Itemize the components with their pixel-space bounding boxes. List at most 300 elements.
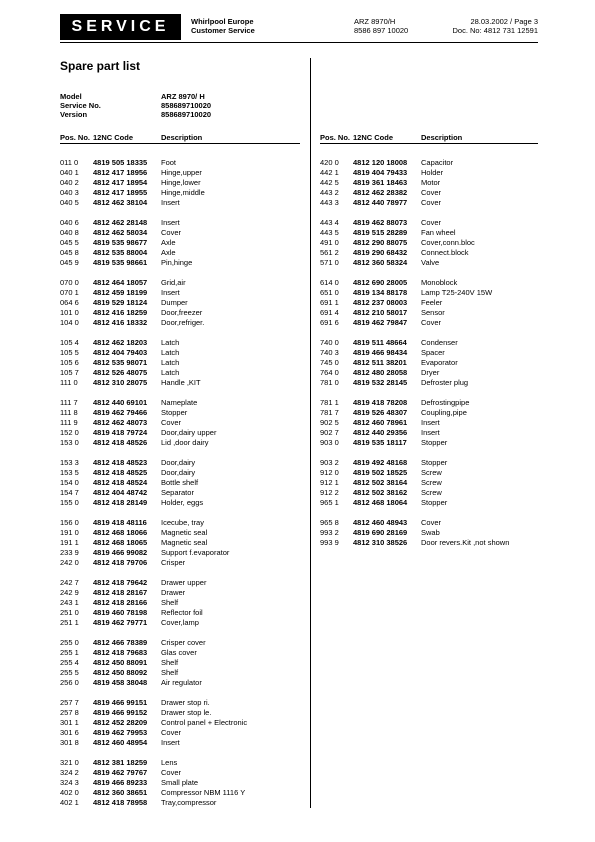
- part-description: Defrostingpipe: [421, 398, 470, 407]
- pos-no: 255 4: [60, 658, 79, 667]
- pos-no: 420 0: [320, 158, 339, 167]
- table-row: [320, 178, 538, 188]
- pos-no: 243 1: [60, 598, 79, 607]
- table-row: [320, 358, 538, 368]
- part-description: Evaporator: [421, 358, 458, 367]
- part-description: Magnetic seal: [161, 538, 208, 547]
- part-code: 4812 404 48742: [93, 488, 148, 497]
- part-description: Motor: [421, 178, 441, 187]
- group-spacer: [60, 448, 300, 458]
- part-description: Coupling,pipe: [421, 408, 467, 417]
- part-description: Cover: [421, 188, 442, 197]
- table-row: [60, 598, 300, 608]
- pos-no: 691 1: [320, 298, 339, 307]
- pos-no: 105 7: [60, 368, 79, 377]
- pos-no: 443 3: [320, 198, 339, 207]
- part-code: 4812 310 38526: [353, 538, 408, 547]
- pos-no: 764 0: [320, 368, 339, 377]
- part-code: 4812 440 29356: [353, 428, 408, 437]
- part-description: Insert: [421, 418, 440, 427]
- part-code: 4812 464 18057: [93, 278, 148, 287]
- pos-no: 965 1: [320, 498, 339, 507]
- part-code: 4812 210 58017: [353, 308, 408, 317]
- part-code: 4812 418 48525: [93, 468, 148, 477]
- group-spacer: [60, 208, 300, 218]
- table-row: [60, 488, 300, 498]
- part-code: 4812 462 38104: [93, 198, 148, 207]
- table-header: [320, 133, 538, 143]
- part-code: 4812 460 78961: [353, 418, 408, 427]
- part-description: Stopper: [421, 438, 448, 447]
- pos-no: 191 1: [60, 538, 79, 547]
- part-description: Door revers.Kit ,not shown: [421, 538, 510, 547]
- pos-no: 402 1: [60, 798, 79, 807]
- part-code: 4812 418 28167: [93, 588, 148, 597]
- header-pos-no: Pos. No.: [320, 133, 351, 142]
- table-row: [60, 708, 300, 718]
- part-description: Pin,hinge: [161, 258, 193, 267]
- group-spacer: [320, 268, 538, 278]
- pos-no: 561 2: [320, 248, 339, 257]
- part-code: 4819 515 28289: [353, 228, 408, 237]
- part-description: Connect.block: [421, 248, 469, 257]
- pos-no: 965 8: [320, 518, 339, 527]
- part-code: 4819 404 79433: [353, 168, 408, 177]
- pos-no: 233 9: [60, 548, 79, 557]
- part-description: Drawer stop le.: [161, 708, 212, 717]
- pos-no: 152 0: [60, 428, 79, 437]
- table-row: [60, 498, 300, 508]
- part-code: 4812 535 88004: [93, 248, 148, 257]
- pos-no: 251 1: [60, 618, 79, 627]
- part-code: 4819 535 98677: [93, 238, 148, 247]
- group-spacer: [320, 448, 538, 458]
- part-description: Screw: [421, 488, 442, 497]
- pos-no: 105 5: [60, 348, 79, 357]
- part-code: 4812 462 28148: [93, 218, 148, 227]
- table-row: [320, 238, 538, 248]
- part-description: Feeler: [421, 298, 443, 307]
- part-description: Hinge,middle: [161, 188, 205, 197]
- part-description: Insert: [161, 198, 180, 207]
- table-row: [60, 578, 300, 588]
- part-code: 4812 120 18008: [353, 158, 408, 167]
- page-title: Spare part list: [60, 59, 141, 73]
- pos-no: 614 0: [320, 278, 339, 287]
- table-row: [60, 768, 300, 778]
- pos-no: 255 0: [60, 638, 79, 647]
- table-row: [60, 158, 300, 168]
- group-spacer: [60, 328, 300, 338]
- table-row: [320, 478, 538, 488]
- pos-no: 324 2: [60, 768, 79, 777]
- part-code: 4812 462 28382: [353, 188, 408, 197]
- table-row: [320, 198, 538, 208]
- table-row: [60, 428, 300, 438]
- pos-no: 442 5: [320, 178, 339, 187]
- part-code: 4819 134 88178: [353, 288, 408, 297]
- pos-no: 111 8: [60, 408, 78, 417]
- pos-no: 301 6: [60, 728, 79, 737]
- part-description: Cover: [421, 318, 442, 327]
- group-spacer: [60, 568, 300, 578]
- part-description: Monoblock: [421, 278, 458, 287]
- part-code: 4812 466 78389: [93, 638, 148, 647]
- group-spacer: [320, 508, 538, 518]
- table-row: [320, 418, 538, 428]
- part-code: 4812 450 88092: [93, 668, 148, 677]
- pos-no: 443 2: [320, 188, 339, 197]
- group-spacer: [60, 508, 300, 518]
- part-description: Air regulator: [161, 678, 202, 687]
- table-row: [320, 498, 538, 508]
- table-row: [320, 278, 538, 288]
- part-code: 4812 310 28075: [93, 378, 148, 387]
- table-row: [60, 798, 300, 808]
- part-code: 4819 462 79767: [93, 768, 148, 777]
- part-description: Axle: [161, 238, 176, 247]
- table-row: [320, 428, 538, 438]
- pos-no: 443 4: [320, 218, 339, 227]
- model-info-row: [60, 92, 260, 101]
- part-description: Cover: [421, 218, 442, 227]
- part-description: Insert: [421, 428, 440, 437]
- pos-no: 153 0: [60, 438, 79, 447]
- table-row: [60, 638, 300, 648]
- table-row: [320, 408, 538, 418]
- part-code: 4812 480 28058: [353, 368, 408, 377]
- page-header: [60, 14, 538, 40]
- part-description: Insert: [161, 738, 180, 747]
- part-code: 4819 361 18463: [353, 178, 408, 187]
- part-code: 4812 416 18332: [93, 318, 148, 327]
- part-code: 4812 468 18064: [353, 498, 408, 507]
- table-row: [60, 258, 300, 268]
- column-divider: [310, 58, 311, 808]
- table-row: [320, 438, 538, 448]
- part-description: Foot: [161, 158, 177, 167]
- part-code: 4819 466 99082: [93, 548, 148, 557]
- part-description: Shelf: [161, 668, 179, 677]
- table-row: [60, 228, 300, 238]
- part-code: 4812 440 69101: [93, 398, 148, 407]
- part-description: Control panel + Electronic: [161, 718, 248, 727]
- pos-no: 571 0: [320, 258, 339, 267]
- table-row: [320, 488, 538, 498]
- part-description: Separator: [161, 488, 194, 497]
- part-description: Latch: [161, 368, 180, 377]
- table-row: [60, 358, 300, 368]
- pos-no: 105 4: [60, 338, 79, 347]
- part-description: Door,dairy: [161, 458, 196, 467]
- model-info: [60, 92, 260, 120]
- part-description: Bottle shelf: [161, 478, 199, 487]
- table-row: [60, 168, 300, 178]
- pos-no: 321 0: [60, 758, 79, 767]
- table-row: [60, 188, 300, 198]
- pos-no: 257 8: [60, 708, 79, 717]
- part-code: 4812 418 28166: [93, 598, 148, 607]
- part-description: Drawer: [161, 588, 186, 597]
- pos-no: 324 3: [60, 778, 79, 787]
- part-code: 4812 418 79683: [93, 648, 148, 657]
- part-description: Valve: [421, 258, 440, 267]
- part-description: Hinge,upper: [161, 168, 202, 177]
- pos-no: 191 0: [60, 528, 79, 537]
- pos-no: 903 0: [320, 438, 339, 447]
- table-row: [60, 458, 300, 468]
- part-code: 4812 460 48954: [93, 738, 148, 747]
- part-description: Support f.evaporator: [161, 548, 230, 557]
- table-row: [60, 668, 300, 678]
- parts-table-left: [60, 133, 300, 808]
- table-row: [60, 758, 300, 768]
- part-description: Dumper: [161, 298, 188, 307]
- part-description: Cover: [161, 728, 182, 737]
- part-description: Magnetic seal: [161, 528, 208, 537]
- parts-list-left: [60, 158, 300, 808]
- part-description: Compressor NBM 1116 Y: [161, 788, 246, 797]
- part-code: 4812 502 38162: [353, 488, 408, 497]
- part-description: Swab: [421, 528, 440, 537]
- pos-no: 902 7: [320, 428, 339, 437]
- part-code: 4819 492 48168: [353, 458, 408, 467]
- part-description: Cover: [421, 198, 442, 207]
- table-row: [60, 418, 300, 428]
- pos-no: 070 0: [60, 278, 79, 287]
- part-code: 4812 468 18066: [93, 528, 148, 537]
- pos-no: 691 6: [320, 318, 339, 327]
- part-code: 4812 462 18203: [93, 338, 148, 347]
- part-code: 4812 452 28209: [93, 718, 148, 727]
- table-row: [320, 348, 538, 358]
- pos-no: 912 2: [320, 488, 339, 497]
- pos-no: 902 5: [320, 418, 339, 427]
- version-label: Version: [60, 110, 88, 120]
- table-row: [320, 538, 538, 548]
- table-row: [320, 188, 538, 198]
- pos-no: 045 8: [60, 248, 79, 257]
- part-code: 4819 462 79771: [93, 618, 148, 627]
- part-description: Fan wheel: [421, 228, 456, 237]
- pos-no: 301 8: [60, 738, 79, 747]
- part-description: Axle: [161, 248, 176, 257]
- table-row: [60, 408, 300, 418]
- part-description: Grid,air: [161, 278, 186, 287]
- part-code: 4812 418 48523: [93, 458, 148, 467]
- model-value: ARZ 8970/ H: [161, 92, 205, 101]
- part-code: 4812 416 18259: [93, 308, 148, 317]
- part-code: 4819 462 79953: [93, 728, 148, 737]
- pos-no: 740 0: [320, 338, 339, 347]
- table-row: [320, 228, 538, 238]
- pos-no: 111 7: [60, 398, 78, 407]
- header-12nc-code: 12NC Code: [93, 133, 134, 142]
- part-description: Holder: [421, 168, 444, 177]
- table-header-rule: [320, 143, 538, 144]
- part-description: Crisper cover: [161, 638, 206, 647]
- table-row: [60, 778, 300, 788]
- pos-no: 153 3: [60, 458, 79, 467]
- group-spacer: [320, 388, 538, 398]
- parts-list-right: [320, 158, 538, 548]
- part-code: 4819 462 79466: [93, 408, 148, 417]
- pos-no: 040 1: [60, 168, 79, 177]
- part-description: Screw: [421, 468, 442, 477]
- pos-no: 101 0: [60, 308, 79, 317]
- table-row: [60, 678, 300, 688]
- table-row: [320, 298, 538, 308]
- part-code: 4819 532 28145: [353, 378, 408, 387]
- table-row: [60, 558, 300, 568]
- part-code: 4819 462 88073: [353, 218, 408, 227]
- group-spacer: [320, 208, 538, 218]
- pos-no: 402 0: [60, 788, 79, 797]
- part-description: Lens: [161, 758, 178, 767]
- part-code: 4819 418 48116: [93, 518, 147, 527]
- pos-no: 111 0: [60, 378, 78, 387]
- model-info-row: [60, 110, 260, 119]
- pos-no: 040 6: [60, 218, 79, 227]
- table-row: [320, 218, 538, 228]
- part-description: Handle ,KIT: [161, 378, 201, 387]
- table-row: [320, 398, 538, 408]
- table-row: [60, 658, 300, 668]
- pos-no: 040 8: [60, 228, 79, 237]
- part-code: 4812 526 48075: [93, 368, 148, 377]
- pos-no: 242 0: [60, 558, 79, 567]
- pos-no: 255 1: [60, 648, 79, 657]
- pos-no: 740 3: [320, 348, 339, 357]
- header-model: ARZ 8970/H: [354, 17, 396, 26]
- table-row: [60, 338, 300, 348]
- part-code: 4819 460 78198: [93, 608, 148, 617]
- table-row: [60, 308, 300, 318]
- pos-no: 011 0: [60, 158, 79, 167]
- pos-no: 156 0: [60, 518, 79, 527]
- part-description: Shelf: [161, 658, 179, 667]
- pos-no: 256 0: [60, 678, 79, 687]
- table-row: [320, 368, 538, 378]
- part-description: Latch: [161, 338, 180, 347]
- header-description: Description: [161, 133, 203, 142]
- part-code: 4812 450 88091: [93, 658, 148, 667]
- group-spacer: [60, 388, 300, 398]
- part-code: 4819 290 68432: [353, 248, 408, 257]
- part-description: Drawer stop ri.: [161, 698, 210, 707]
- table-row: [60, 198, 300, 208]
- header-date-page: 28.03.2002 / Page 3: [470, 17, 538, 26]
- part-description: Holder, eggs: [161, 498, 204, 507]
- table-row: [320, 248, 538, 258]
- pos-no: 781 7: [320, 408, 339, 417]
- header-description: Description: [421, 133, 463, 142]
- table-header-rule: [60, 143, 300, 144]
- pos-no: 301 1: [60, 718, 79, 727]
- part-code: 4812 237 08003: [353, 298, 408, 307]
- service-no-label: Service No.: [60, 101, 101, 111]
- part-code: 4812 462 48073: [93, 418, 148, 427]
- pos-no: 993 9: [320, 538, 339, 547]
- table-row: [60, 538, 300, 548]
- pos-no: 993 2: [320, 528, 339, 537]
- part-description: Latch: [161, 358, 180, 367]
- part-code: 4812 417 18956: [93, 168, 148, 177]
- part-code: 4819 535 18117: [353, 438, 407, 447]
- table-row: [60, 218, 300, 228]
- pos-no: 154 7: [60, 488, 79, 497]
- pos-no: 651 0: [320, 288, 339, 297]
- part-description: Cover: [161, 228, 182, 237]
- part-description: Sensor: [421, 308, 445, 317]
- part-code: 4819 466 99151: [93, 698, 148, 707]
- pos-no: 153 5: [60, 468, 79, 477]
- part-code: 4812 418 79642: [93, 578, 148, 587]
- part-code: 4819 466 98434: [353, 348, 408, 357]
- part-description: Small plate: [161, 778, 199, 787]
- pos-no: 105 6: [60, 358, 79, 367]
- part-description: Door,dairy upper: [161, 428, 217, 437]
- table-row: [320, 338, 538, 348]
- table-row: [320, 158, 538, 168]
- part-code: 4819 466 89233: [93, 778, 148, 787]
- group-spacer: [60, 688, 300, 698]
- part-description: Hinge,lower: [161, 178, 201, 187]
- part-code: 4812 418 48526: [93, 438, 148, 447]
- pos-no: 255 5: [60, 668, 79, 677]
- pos-no: 154 0: [60, 478, 79, 487]
- group-spacer: [320, 328, 538, 338]
- pos-no: 040 3: [60, 188, 79, 197]
- table-row: [60, 178, 300, 188]
- part-description: Door,freezer: [161, 308, 203, 317]
- part-code: 4819 458 38048: [93, 678, 148, 687]
- part-code: 4819 690 28169: [353, 528, 408, 537]
- parts-table-right: [320, 133, 538, 548]
- pos-no: 491 0: [320, 238, 339, 247]
- table-row: [60, 588, 300, 598]
- group-spacer: [60, 748, 300, 758]
- pos-no: 040 5: [60, 198, 79, 207]
- part-code: 4812 690 28005: [353, 278, 408, 287]
- table-row: [320, 308, 538, 318]
- part-description: Stopper: [421, 498, 448, 507]
- table-row: [60, 548, 300, 558]
- pos-no: 903 2: [320, 458, 339, 467]
- part-code: 4819 535 98661: [93, 258, 148, 267]
- part-code: 4819 418 79724: [93, 428, 148, 437]
- pos-no: 745 0: [320, 358, 339, 367]
- table-row: [60, 298, 300, 308]
- part-description: Defroster plug: [421, 378, 469, 387]
- part-description: Spacer: [421, 348, 445, 357]
- table-row: [60, 288, 300, 298]
- part-description: Crisper: [161, 558, 186, 567]
- pos-no: 912 0: [320, 468, 339, 477]
- company-name: Whirlpool Europe: [191, 17, 254, 26]
- pos-no: 045 9: [60, 258, 79, 267]
- pos-no: 064 6: [60, 298, 79, 307]
- part-code: 4812 460 48943: [353, 518, 408, 527]
- part-code: 4812 535 98071: [93, 358, 148, 367]
- table-row: [60, 378, 300, 388]
- part-description: Cover: [161, 768, 182, 777]
- pos-no: 242 9: [60, 588, 79, 597]
- part-code: 4812 468 18065: [93, 538, 148, 547]
- table-row: [60, 238, 300, 248]
- pos-no: 781 1: [320, 398, 339, 407]
- table-row: [60, 438, 300, 448]
